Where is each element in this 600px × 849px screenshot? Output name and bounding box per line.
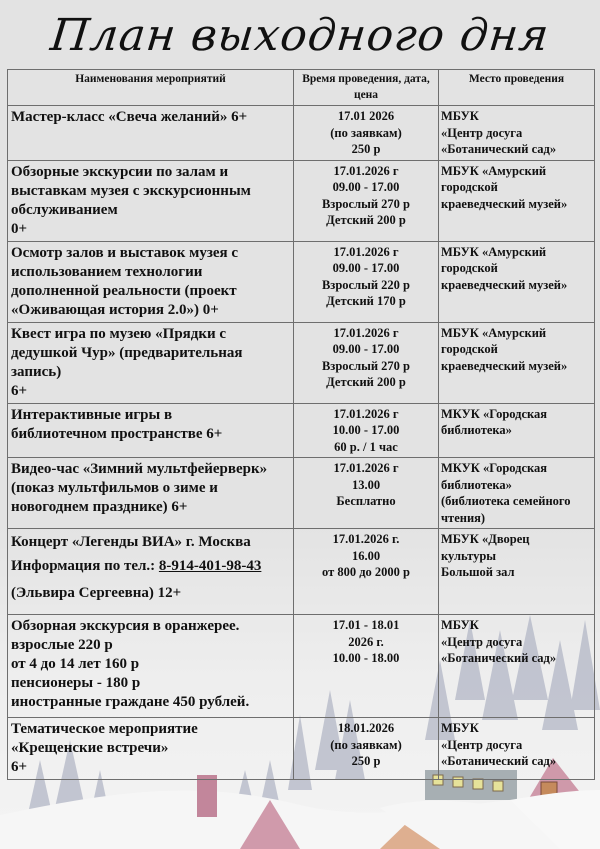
- event-time-line: (по заявкам): [330, 737, 402, 752]
- event-venue-line: «Центр досуга: [441, 737, 523, 752]
- event-name-line: 6+: [11, 759, 28, 775]
- event-name-line: иностранные граждане 450 рублей.: [11, 694, 250, 710]
- header-time-date-price: Время проведения, дата, цена: [294, 70, 439, 106]
- phone-link[interactable]: 8-914-401-98-43: [158, 558, 262, 574]
- event-venue-line: культуры: [441, 548, 497, 563]
- event-time-line: от 800 до 2000 р: [321, 565, 410, 579]
- event-name: [8, 403, 294, 458]
- event-time-line: Детский 170 р: [326, 294, 406, 308]
- event-name-line: библиотечном пространстве 6+: [11, 425, 223, 442]
- event-name-line: Обзорные экскурсии по залам и: [11, 163, 229, 180]
- event-name: [8, 106, 294, 161]
- event-time: [294, 718, 439, 780]
- event-venue-line: городской: [441, 342, 498, 356]
- event-time-line: Детский 200 р: [326, 213, 406, 227]
- event-venue-line: МБУК: [441, 721, 479, 735]
- table-row: [8, 241, 595, 322]
- phone-label: Информация по тел.:: [11, 558, 159, 574]
- table-row: [8, 160, 595, 241]
- phone-info-line: [11, 553, 289, 580]
- event-time-line: 17.01 - 18.01: [332, 618, 400, 632]
- event-time-line: 09.00 - 17.00: [332, 180, 400, 194]
- event-venue-line: МБУК «Амурский: [441, 325, 547, 340]
- event-venue: [439, 322, 595, 403]
- event-name-line: Мастер-класс «Свеча желаний» 6+: [11, 109, 248, 125]
- event-name-line: «Оживающая история 2.0») 0+: [11, 301, 219, 318]
- event-venue: [439, 615, 595, 718]
- event-time: [294, 403, 439, 458]
- event-name-line: выставкам музея с экскурсионным: [11, 182, 251, 199]
- event-time-line: 17.01 2026: [337, 109, 395, 123]
- event-name: [8, 160, 294, 241]
- event-name: [8, 529, 294, 615]
- event-venue-line: «Ботанический сад»: [441, 651, 557, 665]
- header-event-name: Наименования мероприятий: [8, 70, 294, 106]
- event-name-line: 0+: [11, 220, 28, 237]
- event-name-line: взрослые 220 р: [11, 637, 113, 653]
- event-venue-line: библиотека»: [441, 423, 512, 437]
- event-name: [8, 458, 294, 529]
- event-venue-line: МКУК «Городская: [441, 406, 548, 421]
- event-name-line: дополненной реальности (проект: [11, 282, 237, 299]
- table-row: [8, 322, 595, 403]
- event-name: [8, 615, 294, 718]
- event-name-line: 6+: [11, 382, 28, 399]
- event-venue: [439, 106, 595, 161]
- event-venue-line: городской: [441, 261, 498, 275]
- event-time-line: 60 р. / 1 час: [334, 439, 398, 454]
- event-time-line: 17.01.2026 г: [333, 163, 399, 178]
- table-row: [8, 615, 595, 718]
- event-name-line: Квест игра по музею «Прядки с: [11, 325, 227, 342]
- event-time-line: 10.00 - 17.00: [332, 423, 400, 437]
- event-time-line: Взрослый 270 р: [321, 358, 411, 373]
- table-row: [8, 529, 595, 615]
- event-name-line: Осмотр залов и выставок музея с: [11, 244, 239, 261]
- event-venue-line: «Ботанический сад»: [441, 754, 557, 768]
- event-time-line: Взрослый 270 р: [321, 196, 411, 211]
- event-time-line: 13.00: [351, 477, 381, 492]
- event-venue-line: городской: [441, 180, 498, 194]
- event-time-line: 17.01.2026 г.: [332, 532, 400, 546]
- event-time-line: 2026 г.: [348, 634, 384, 649]
- event-venue: [439, 458, 595, 529]
- event-venue-line: МБУК «Амурский: [441, 163, 547, 178]
- event-name-line: от 4 до 14 лет 160 р: [11, 656, 140, 672]
- event-time-line: Бесплатно: [336, 494, 396, 508]
- event-name-line: пенсионеры - 180 р: [11, 675, 141, 691]
- event-time-line: 09.00 - 17.00: [332, 342, 400, 356]
- event-venue: [439, 241, 595, 322]
- table-row: [8, 403, 595, 458]
- event-venue-line: МБУК «Амурский: [441, 244, 547, 259]
- event-venue-line: МКУК «Городская: [441, 461, 548, 475]
- event-name-line: Видео-час «Зимний мультфейерверк»: [11, 461, 268, 477]
- event-time: [294, 322, 439, 403]
- event-time: [294, 106, 439, 161]
- table-header-row: [8, 70, 595, 106]
- event-venue-line: краеведческий музей»: [441, 358, 568, 373]
- event-name-line: Интерактивные игры в: [11, 406, 173, 423]
- event-time-line: 17.01.2026 г: [333, 244, 399, 259]
- event-time-line: 18.01.2026: [337, 721, 395, 735]
- event-time-line: 09.00 - 17.00: [332, 261, 400, 275]
- event-venue-line: «Ботанический сад»: [441, 142, 557, 156]
- event-name-line: дедушкой Чур» (предварительная: [11, 344, 243, 361]
- event-time: [294, 241, 439, 322]
- event-name: [8, 322, 294, 403]
- event-venue-line: МБУК: [441, 109, 479, 123]
- event-name-line: Концерт «Легенды ВИА» г. Москва: [11, 534, 251, 550]
- event-venue: [439, 403, 595, 458]
- event-time: [294, 615, 439, 718]
- event-venue-line: «Центр досуга: [441, 125, 523, 140]
- page-title: План выходного дня: [48, 10, 552, 61]
- contact-person: (Эльвира Сергеевна) 12+: [11, 585, 182, 601]
- event-time-line: 10.00 - 18.00: [332, 651, 400, 665]
- event-time: [294, 160, 439, 241]
- event-venue-line: краеведческий музей»: [441, 277, 568, 292]
- event-time-line: 17.01.2026 г: [333, 461, 399, 475]
- event-time-line: 16.00: [351, 548, 381, 563]
- table-row: [8, 458, 595, 529]
- event-name-line: Обзорная экскурсия в оранжерее.: [11, 618, 240, 634]
- event-venue: [439, 718, 595, 780]
- event-venue: [439, 529, 595, 615]
- event-name-line: (показ мультфильмов о зиме и: [11, 480, 218, 496]
- event-venue-line: Большой зал: [441, 565, 515, 579]
- event-venue-line: краеведческий музей»: [441, 196, 568, 211]
- event-time-line: (по заявкам): [330, 125, 402, 140]
- event-venue: [439, 160, 595, 241]
- event-name-line: запись): [11, 363, 62, 380]
- event-venue-line: МБУК: [441, 618, 479, 632]
- event-time-line: Взрослый 220 р: [321, 277, 411, 292]
- table-row: [8, 718, 595, 780]
- event-name: [8, 241, 294, 322]
- event-name-line: Тематическое мероприятие: [11, 721, 198, 737]
- event-time-line: 17.01.2026 г: [333, 406, 399, 421]
- event-time: [294, 458, 439, 529]
- event-name-line: обслуживанием: [11, 201, 118, 218]
- table-row: [8, 106, 595, 161]
- header-venue: Место проведения: [439, 70, 595, 106]
- event-venue-line: библиотека»: [441, 477, 512, 492]
- event-venue-line: МБУК «Дворец: [441, 532, 530, 546]
- event-time-line: 250 р: [351, 142, 381, 156]
- event-time-line: 17.01.2026 г: [333, 325, 399, 340]
- event-time: [294, 529, 439, 615]
- event-time-line: 250 р: [351, 754, 381, 768]
- event-name: [8, 718, 294, 780]
- event-name-line: новогоднем празднике) 6+: [11, 499, 188, 515]
- event-venue-line: «Центр досуга: [441, 634, 523, 649]
- event-time-line: Детский 200 р: [326, 375, 406, 389]
- event-venue-line: (библиотека семейного: [441, 494, 571, 508]
- event-name-line: использованием технологии: [11, 263, 203, 280]
- event-name-line: «Крещенские встречи»: [11, 740, 169, 756]
- event-venue-line: чтения): [441, 510, 486, 525]
- events-table: [7, 69, 595, 780]
